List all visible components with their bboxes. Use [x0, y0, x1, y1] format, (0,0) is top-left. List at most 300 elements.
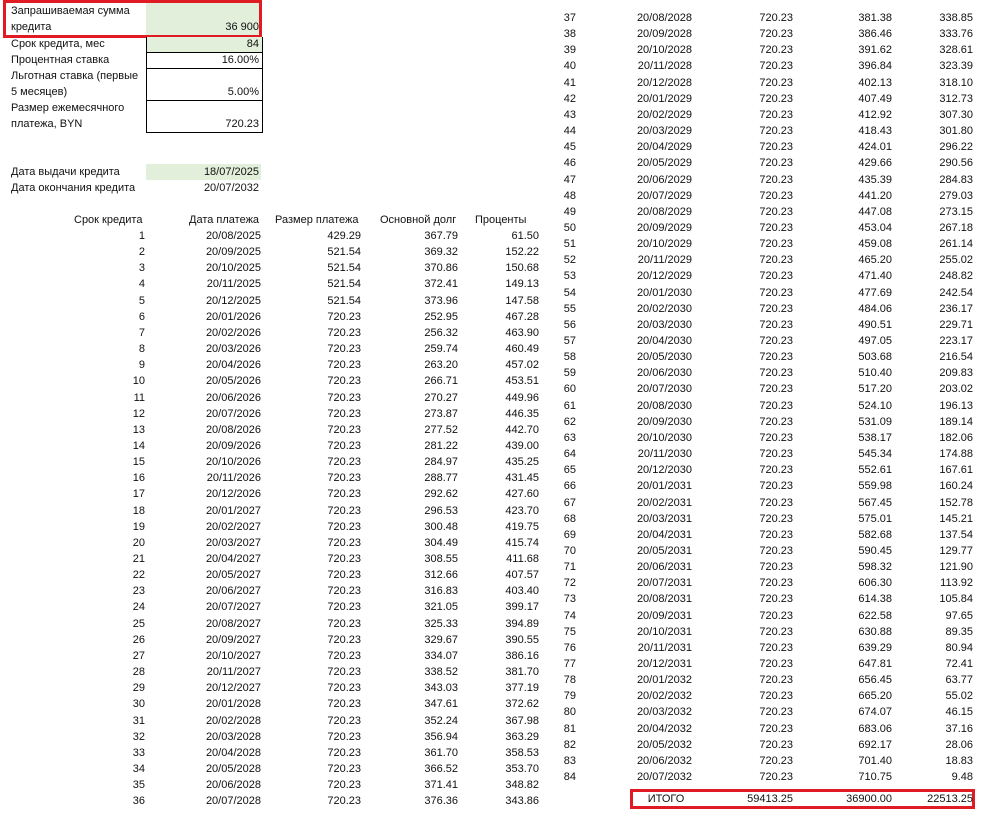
cell-interest: 189.14: [939, 415, 973, 428]
cell-date: 20/10/2029: [636, 238, 692, 251]
cell-date: 20/01/2031: [636, 480, 692, 493]
cell-payment: 720.23: [759, 125, 793, 138]
cell-term: 65: [563, 464, 576, 477]
cell-principal: 373.96: [424, 294, 458, 307]
cell-principal: 656.45: [858, 674, 892, 687]
cell-principal: 281.22: [424, 439, 458, 452]
cell-interest: 267.18: [939, 221, 973, 234]
cell-interest: 453.51: [505, 375, 539, 388]
cell-interest: 353.70: [505, 762, 539, 775]
cell-interest: 203.02: [939, 383, 973, 396]
cell-date: 20/10/2026: [205, 456, 261, 469]
cell-payment: 720.23: [327, 520, 361, 533]
cell-payment: 720.23: [759, 399, 793, 412]
cell-payment: 720.23: [759, 480, 793, 493]
cell-date: 20/04/2028: [205, 746, 261, 759]
cell-payment: 429.29: [327, 230, 361, 242]
cell-term: 44: [563, 125, 576, 138]
cell-principal: 372.41: [424, 278, 458, 291]
cell-principal: 647.81: [858, 658, 892, 670]
cell-interest: 150.68: [505, 262, 539, 275]
cell-date: 20/03/2029: [636, 125, 692, 138]
cell-date: 20/11/2026: [206, 472, 261, 485]
cell-date: 20/02/2032: [636, 690, 692, 703]
cell-interest: 248.82: [939, 270, 973, 283]
cell-date: 20/08/2031: [636, 593, 692, 606]
cell-interest: 113.92: [940, 577, 973, 590]
issue-value[interactable]: 18/07/2025: [203, 166, 259, 178]
cell-interest: 174.88: [939, 448, 973, 461]
cell-payment: 720.23: [759, 302, 793, 315]
cell-interest: 55.02: [945, 690, 973, 703]
cell-term: 24: [132, 601, 145, 614]
cell-term: 76: [563, 641, 576, 654]
cell-interest: 372.62: [505, 698, 539, 711]
cell-interest: 419.75: [505, 520, 539, 533]
cell-interest: 236.17: [939, 302, 973, 315]
cell-interest: 137.54: [939, 528, 973, 541]
cell-date: 20/02/2031: [636, 496, 692, 509]
cell-interest: 467.28: [505, 310, 539, 323]
cell-payment: 720.23: [327, 779, 361, 792]
cell-interest: 463.90: [505, 326, 539, 339]
cell-principal: 347.61: [424, 698, 458, 711]
cell-term: 75: [563, 625, 576, 638]
cell-term: 35: [132, 779, 145, 792]
cell-date: 20/04/2032: [636, 722, 692, 735]
cell-date: 20/09/2028: [636, 28, 692, 41]
cell-principal: 545.34: [858, 448, 892, 461]
cell-payment: 720.23: [759, 367, 793, 380]
cell-date: 20/09/2030: [636, 415, 692, 428]
cell-principal: 418.43: [858, 125, 892, 138]
cell-interest: 367.98: [505, 714, 539, 727]
cell-principal: 266.71: [424, 375, 458, 388]
cell-principal: 338.52: [424, 666, 458, 679]
cell-principal: 300.48: [424, 520, 458, 533]
cell-date: 20/01/2026: [205, 310, 261, 323]
cell-principal: 701.40: [858, 754, 892, 767]
cell-interest: 312.73: [939, 92, 973, 105]
cell-date: 20/05/2029: [636, 157, 692, 170]
cell-term: 64: [563, 448, 576, 461]
cell-date: 20/05/2032: [636, 738, 692, 751]
cell-principal: 582.68: [858, 528, 892, 541]
cell-payment: 720.23: [759, 706, 793, 719]
rate-label: Процентная ставка: [11, 54, 110, 66]
cell-payment: 720.23: [759, 44, 793, 57]
cell-date: 20/05/2026: [205, 375, 261, 388]
cell-term: 48: [563, 189, 576, 202]
cell-term: 50: [563, 221, 576, 234]
cell-principal: 459.08: [858, 238, 892, 251]
cell-date: 20/11/2030: [637, 448, 692, 461]
payment-value: 720.23: [225, 118, 259, 130]
grace-label-line2: 5 месяцев): [11, 86, 68, 98]
cell-principal: 692.17: [858, 738, 892, 751]
cell-interest: 301.80: [939, 125, 973, 138]
cell-payment: 521.54: [327, 246, 361, 259]
cell-payment: 720.23: [759, 108, 793, 121]
cell-interest: 381.70: [505, 666, 539, 679]
cell-payment: 720.23: [759, 738, 793, 751]
cell-term: 61: [563, 399, 576, 412]
cell-date: 20/02/2028: [205, 714, 261, 727]
cell-term: 38: [563, 28, 576, 41]
cell-term: 18: [132, 504, 145, 517]
cell-payment: 720.23: [327, 343, 361, 356]
cell-interest: 431.45: [505, 472, 539, 485]
cell-payment: 720.23: [759, 464, 793, 477]
cell-interest: 318.10: [939, 76, 973, 89]
cell-term: 60: [563, 383, 576, 396]
cell-interest: 152.22: [505, 246, 539, 259]
cell-date: 20/05/2031: [636, 544, 692, 557]
cell-payment: 720.23: [759, 238, 793, 251]
cell-principal: 674.07: [858, 706, 892, 719]
cell-payment: 521.54: [327, 294, 361, 307]
cell-principal: 552.61: [858, 464, 892, 477]
cell-term: 78: [563, 674, 576, 687]
cell-principal: 252.95: [424, 310, 458, 323]
cell-payment: 720.23: [759, 431, 793, 444]
cell-interest: 255.02: [939, 254, 973, 267]
cell-payment: 720.23: [759, 771, 793, 784]
cell-term: 83: [563, 754, 576, 767]
cell-term: 84: [563, 771, 576, 784]
cell-date: 20/08/2029: [636, 205, 692, 218]
cell-interest: 348.82: [505, 779, 539, 792]
cell-interest: 338.85: [939, 12, 973, 24]
cell-interest: 284.83: [939, 173, 973, 186]
cell-date: 20/01/2032: [636, 674, 692, 687]
cell-term: 71: [563, 561, 576, 574]
cell-principal: 376.36: [424, 795, 458, 808]
cell-principal: 683.06: [858, 722, 892, 735]
cell-principal: 270.27: [424, 391, 458, 404]
cell-term: 62: [563, 415, 576, 428]
cell-principal: 510.40: [858, 367, 892, 380]
cell-principal: 343.03: [424, 682, 458, 695]
totals-label: ИТОГО: [647, 793, 685, 805]
cell-payment: 720.23: [759, 383, 793, 396]
cell-term: 3: [138, 262, 145, 275]
cell-term: 13: [132, 423, 145, 436]
cell-interest: 333.76: [939, 28, 973, 41]
cell-term: 66: [563, 480, 576, 493]
cell-date: 20/06/2031: [636, 561, 692, 574]
cell-date: 20/02/2026: [205, 326, 261, 339]
cell-principal: 614.38: [858, 593, 892, 606]
cell-interest: 290.56: [939, 157, 973, 170]
cell-principal: 453.04: [858, 221, 892, 234]
cell-interest: 403.40: [505, 585, 539, 598]
cell-principal: 567.45: [858, 496, 892, 509]
cell-term: 53: [563, 270, 576, 283]
cell-principal: 665.20: [858, 690, 892, 703]
cell-payment: 720.23: [759, 141, 793, 154]
cell-term: 33: [132, 746, 145, 759]
cell-interest: 386.16: [505, 649, 539, 662]
cell-payment: 720.23: [759, 658, 793, 670]
cell-payment: 720.23: [327, 391, 361, 404]
cell-interest: 273.15: [939, 205, 973, 218]
cell-payment: 720.23: [327, 714, 361, 727]
cell-term: 39: [563, 44, 576, 57]
cell-date: 20/12/2025: [205, 294, 261, 307]
cell-term: 6: [138, 310, 145, 323]
cell-interest: 394.89: [505, 617, 539, 630]
cell-interest: 72.41: [945, 658, 973, 670]
cell-term: 70: [563, 544, 576, 557]
cell-term: 45: [563, 141, 576, 154]
cell-term: 2: [138, 246, 145, 259]
cell-term: 58: [563, 351, 576, 364]
cell-payment: 720.23: [327, 310, 361, 323]
cell-date: 20/11/2028: [637, 60, 692, 73]
cell-term: 41: [563, 76, 576, 89]
cell-principal: 334.07: [424, 649, 458, 662]
cell-principal: 630.88: [858, 625, 892, 638]
cell-interest: 242.54: [939, 286, 973, 299]
cell-interest: 328.61: [939, 44, 973, 57]
cell-date: 20/03/2027: [205, 536, 261, 549]
cell-payment: 720.23: [759, 157, 793, 170]
cell-payment: 720.23: [327, 504, 361, 517]
cell-payment: 720.23: [327, 569, 361, 582]
header-principal: Основной долг: [380, 214, 457, 226]
cell-date: 20/09/2029: [636, 221, 692, 234]
cell-interest: 358.53: [505, 746, 539, 759]
cell-date: 20/04/2027: [205, 553, 261, 565]
grace-value[interactable]: 5.00%: [227, 86, 259, 98]
amount-value[interactable]: 36 900: [225, 21, 259, 33]
cell-date: 20/06/2029: [636, 173, 692, 186]
cell-term: 73: [563, 593, 576, 606]
cell-interest: 97.65: [945, 609, 973, 622]
cell-term: 81: [563, 722, 576, 735]
cell-date: 20/02/2029: [636, 108, 692, 121]
cell-payment: 720.23: [759, 270, 793, 283]
cell-date: 20/07/2027: [205, 601, 261, 614]
cell-payment: 720.23: [759, 625, 793, 638]
cell-principal: 429.66: [858, 157, 892, 170]
cell-date: 20/04/2029: [636, 141, 692, 154]
cell-payment: 720.23: [759, 351, 793, 364]
cell-payment: 720.23: [327, 488, 361, 501]
cell-payment: 720.23: [327, 795, 361, 808]
cell-interest: 61.50: [511, 230, 539, 242]
cell-principal: 622.58: [858, 609, 892, 622]
cell-date: 20/12/2030: [636, 464, 692, 477]
cell-interest: 427.60: [505, 488, 539, 501]
cell-principal: 371.41: [424, 779, 458, 792]
cell-date: 20/12/2026: [205, 488, 261, 501]
end-value: 20/07/2032: [203, 182, 259, 194]
payment-label-line2: платежа, BYN: [11, 118, 83, 130]
cell-payment: 720.23: [327, 536, 361, 549]
cell-date: 20/06/2026: [205, 391, 261, 404]
cell-interest: 435.25: [505, 456, 539, 469]
cell-term: 42: [563, 92, 576, 105]
cell-term: 67: [563, 496, 576, 509]
cell-principal: 369.32: [424, 246, 458, 259]
cell-payment: 720.23: [759, 173, 793, 186]
payment-label-line1: Размер ежемесячного: [11, 102, 125, 114]
cell-interest: 442.70: [505, 423, 539, 436]
cell-principal: 447.08: [858, 205, 892, 218]
cell-term: 80: [563, 706, 576, 719]
cell-principal: 424.01: [858, 141, 892, 154]
cell-interest: 411.68: [506, 553, 539, 565]
cell-payment: 720.23: [327, 375, 361, 388]
cell-payment: 720.23: [327, 423, 361, 436]
cell-term: 19: [132, 520, 145, 533]
cell-payment: 720.23: [327, 472, 361, 485]
cell-date: 20/04/2030: [636, 335, 692, 347]
cell-principal: 292.62: [424, 488, 458, 501]
cell-principal: 361.70: [424, 746, 458, 759]
cell-principal: 490.51: [858, 318, 892, 331]
cell-principal: 524.10: [858, 399, 892, 412]
cell-date: 20/07/2028: [205, 795, 261, 808]
cell-date: 20/12/2028: [636, 76, 692, 89]
cell-principal: 329.67: [424, 633, 458, 646]
cell-principal: 441.20: [858, 189, 892, 202]
cell-date: 20/06/2027: [205, 585, 261, 598]
cell-interest: 37.16: [945, 722, 973, 735]
cell-principal: 412.92: [858, 108, 892, 121]
cell-interest: 229.71: [939, 318, 973, 331]
cell-term: 1: [138, 230, 145, 242]
cell-interest: 423.70: [505, 504, 539, 517]
cell-payment: 720.23: [759, 512, 793, 525]
cell-principal: 370.86: [424, 262, 458, 275]
cell-payment: 720.23: [327, 617, 361, 630]
cell-date: 20/11/2027: [206, 666, 261, 679]
cell-term: 69: [563, 528, 576, 541]
cell-term: 55: [563, 302, 576, 315]
cell-payment: 720.23: [759, 754, 793, 767]
cell-principal: 259.74: [424, 343, 458, 356]
cell-interest: 121.90: [939, 561, 973, 574]
cell-date: 20/04/2031: [636, 528, 692, 541]
cell-term: 27: [132, 649, 145, 662]
cell-term: 34: [132, 762, 145, 775]
cell-date: 20/03/2030: [636, 318, 692, 331]
cell-term: 52: [563, 254, 576, 267]
cell-term: 63: [563, 431, 576, 444]
cell-interest: 9.48: [951, 771, 973, 784]
cell-date: 20/12/2027: [205, 682, 261, 695]
cell-date: 20/06/2032: [636, 754, 692, 767]
cell-term: 29: [132, 682, 145, 695]
cell-term: 31: [132, 714, 145, 727]
cell-principal: 538.17: [858, 431, 892, 444]
cell-term: 7: [138, 326, 145, 339]
cell-payment: 720.23: [759, 544, 793, 557]
cell-payment: 720.23: [759, 318, 793, 331]
cell-date: 20/07/2026: [205, 407, 261, 420]
cell-date: 20/11/2031: [637, 641, 692, 654]
cell-payment: 720.23: [759, 722, 793, 735]
cell-payment: 720.23: [327, 698, 361, 711]
cell-payment: 720.23: [759, 415, 793, 428]
cell-payment: 720.23: [327, 326, 361, 339]
cell-principal: 639.29: [858, 641, 892, 654]
cell-principal: 402.13: [858, 76, 892, 89]
cell-term: 43: [563, 108, 576, 121]
cell-term: 14: [132, 439, 145, 452]
cell-term: 54: [563, 286, 576, 299]
cell-term: 20: [132, 536, 145, 549]
cell-interest: 167.61: [939, 464, 973, 477]
cell-interest: 216.54: [939, 351, 973, 364]
cell-payment: 720.23: [759, 28, 793, 41]
cell-term: 57: [563, 335, 576, 347]
cell-term: 46: [563, 157, 576, 170]
cell-term: 49: [563, 205, 576, 218]
cell-date: 20/10/2025: [205, 262, 261, 275]
header-interest: Проценты: [475, 214, 527, 226]
cell-payment: 720.23: [327, 666, 361, 679]
cell-payment: 720.23: [327, 359, 361, 372]
rate-value[interactable]: 16.00%: [221, 54, 259, 66]
cell-date: 20/02/2027: [205, 520, 261, 533]
cell-principal: 575.01: [858, 512, 892, 525]
cell-date: 20/02/2030: [636, 302, 692, 315]
cell-term: 74: [563, 609, 576, 622]
cell-payment: 720.23: [759, 561, 793, 574]
cell-payment: 720.23: [327, 456, 361, 469]
cell-term: 26: [132, 633, 145, 646]
cell-principal: 284.97: [424, 456, 458, 469]
amount-label-line1: Запрашиваемая сумма: [11, 5, 130, 17]
cell-interest: 209.83: [939, 367, 973, 380]
cell-date: 20/05/2027: [205, 569, 261, 582]
cell-date: 20/05/2030: [636, 351, 692, 364]
cell-payment: 720.23: [759, 690, 793, 703]
cell-term: 36: [132, 795, 145, 808]
term-value[interactable]: 84: [246, 38, 259, 50]
cell-payment: 720.23: [327, 585, 361, 598]
cell-date: 20/03/2031: [636, 512, 692, 525]
cell-principal: 273.87: [424, 407, 458, 420]
cell-term: 72: [563, 577, 576, 590]
cell-interest: 147.58: [505, 294, 539, 307]
cell-term: 68: [563, 512, 576, 525]
totals-payment: 59413.25: [747, 793, 793, 805]
cell-interest: 279.03: [939, 189, 973, 202]
cell-payment: 720.23: [759, 254, 793, 267]
cell-date: 20/07/2032: [636, 771, 692, 784]
cell-interest: 399.17: [505, 601, 539, 614]
header-term: Срок кредита: [74, 214, 143, 226]
term-label: Срок кредита, мес: [11, 38, 105, 50]
cell-date: 20/06/2030: [636, 367, 692, 380]
cell-interest: 439.00: [505, 439, 539, 452]
cell-principal: 590.45: [858, 544, 892, 557]
cell-term: 56: [563, 318, 576, 331]
end-label: Дата окончания кредита: [11, 182, 136, 194]
cell-principal: 477.69: [858, 286, 892, 299]
cell-principal: 598.32: [858, 561, 892, 574]
cell-interest: 390.55: [505, 633, 539, 646]
cell-payment: 720.23: [759, 60, 793, 73]
cell-payment: 720.23: [327, 762, 361, 775]
cell-date: 20/03/2028: [205, 730, 261, 743]
cell-term: 10: [132, 375, 145, 388]
